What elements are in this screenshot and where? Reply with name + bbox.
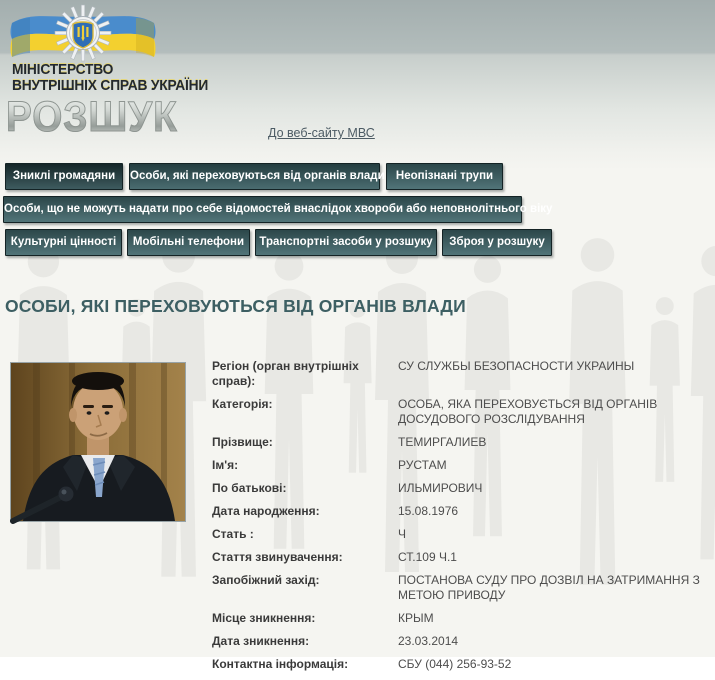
nav-row-3 bbox=[5, 229, 552, 256]
ministry-title-line1: МІНІСТЕРСТВО bbox=[12, 62, 114, 78]
ministry-title bbox=[12, 62, 208, 94]
detail-row-firstname bbox=[212, 458, 714, 473]
detail-row-disappearance-place bbox=[212, 611, 714, 626]
detail-row-contact-info bbox=[212, 657, 714, 672]
detail-value: 23.03.2014 bbox=[398, 634, 459, 648]
nav-hiding-from-authorities[interactable]: Особи, які переховуються від органів влади bbox=[129, 163, 380, 190]
nav-row-2 bbox=[3, 196, 553, 223]
detail-value: СБУ (044) 256-93-52 bbox=[398, 657, 512, 671]
mvs-website-link[interactable]: До веб-сайту МВС bbox=[268, 126, 375, 140]
detail-row-preventive-measure bbox=[212, 573, 714, 603]
nav-wanted-weapons[interactable]: Зброя у розшуку bbox=[442, 229, 552, 256]
detail-label: Ім'я: bbox=[212, 458, 239, 472]
detail-value: КРЫМ bbox=[398, 611, 434, 625]
police-starburst bbox=[55, 5, 111, 61]
nav-wanted-vehicles[interactable]: Транспортні засоби у розшуку bbox=[255, 229, 437, 256]
wanted-logo-text: РОЗШУК bbox=[6, 93, 178, 141]
nav-unidentified-bodies[interactable]: Неопізнані трупи bbox=[386, 163, 503, 190]
detail-label: Дата зникнення: bbox=[212, 634, 310, 648]
person-photo bbox=[10, 362, 186, 522]
detail-label: Стать : bbox=[212, 527, 254, 541]
nav-missing-citizens[interactable]: Зниклі громадяни bbox=[5, 163, 123, 190]
detail-label: Місце зникнення: bbox=[212, 611, 316, 625]
mvs-emblem-logo bbox=[8, 3, 158, 65]
detail-value: Ч bbox=[398, 527, 406, 541]
detail-label: Стаття звинувачення: bbox=[212, 550, 343, 564]
detail-row-patronymic bbox=[212, 481, 714, 496]
detail-label: Регіон (орган внутрішніх справ): bbox=[212, 359, 359, 388]
nav-row-1 bbox=[5, 163, 503, 190]
nav-persons-unable-to-identify[interactable]: Особи, що не можуть надати про себе відомостей внаслідок хвороби або неповнолітнього віку bbox=[3, 196, 522, 223]
detail-row-disappearance-date bbox=[212, 634, 714, 649]
detail-value: ПОСТАНОВА СУДУ ПРО ДОЗВІЛ НА ЗАТРИМАННЯ З МЕТОЮ ПРИВОДУ bbox=[398, 573, 700, 602]
detail-label: Категорія: bbox=[212, 397, 273, 411]
detail-label: Запобіжний захід: bbox=[212, 573, 320, 587]
detail-value: ОСОБА, ЯКА ПЕРЕХОВУЄТЬСЯ ВІД ОРГАНІВ ДОСУДОВОГО РОЗСЛІДУВАННЯ bbox=[398, 397, 658, 426]
section-title: ОСОБИ, ЯКІ ПЕРЕХОВУЮТЬСЯ ВІД ОРГАНІВ ВЛАДИ bbox=[5, 296, 466, 316]
person-details bbox=[212, 359, 714, 680]
ministry-title-line2: ВНУТРІШНІХ СПРАВ УКРАЇНИ bbox=[12, 78, 209, 94]
detail-row-accusation-article bbox=[212, 550, 714, 565]
detail-value: СТ.109 Ч.1 bbox=[398, 550, 457, 564]
detail-row-region bbox=[212, 359, 714, 389]
detail-value: ТЕМИРГАЛИЕВ bbox=[398, 435, 487, 449]
detail-label: Контактна інформація: bbox=[212, 657, 349, 671]
detail-value: 15.08.1976 bbox=[398, 504, 459, 518]
detail-label: Прізвище: bbox=[212, 435, 273, 449]
detail-label: По батькові: bbox=[212, 481, 287, 495]
detail-value: ИЛЬМИРОВИЧ bbox=[398, 481, 483, 495]
detail-row-sex bbox=[212, 527, 714, 542]
detail-row-birthdate bbox=[212, 504, 714, 519]
detail-label: Дата народження: bbox=[212, 504, 320, 518]
detail-value: СУ СЛУЖБЫ БЕЗОПАСНОСТИ УКРАИНЫ bbox=[398, 359, 635, 373]
detail-value: РУСТАМ bbox=[398, 458, 447, 472]
detail-row-surname bbox=[212, 435, 714, 450]
nav-mobile-phones[interactable]: Мобільні телефони bbox=[127, 229, 250, 256]
detail-row-category bbox=[212, 397, 714, 427]
trident-shield-icon bbox=[73, 22, 93, 48]
nav-cultural-valuables[interactable]: Культурні цінності bbox=[5, 229, 122, 256]
